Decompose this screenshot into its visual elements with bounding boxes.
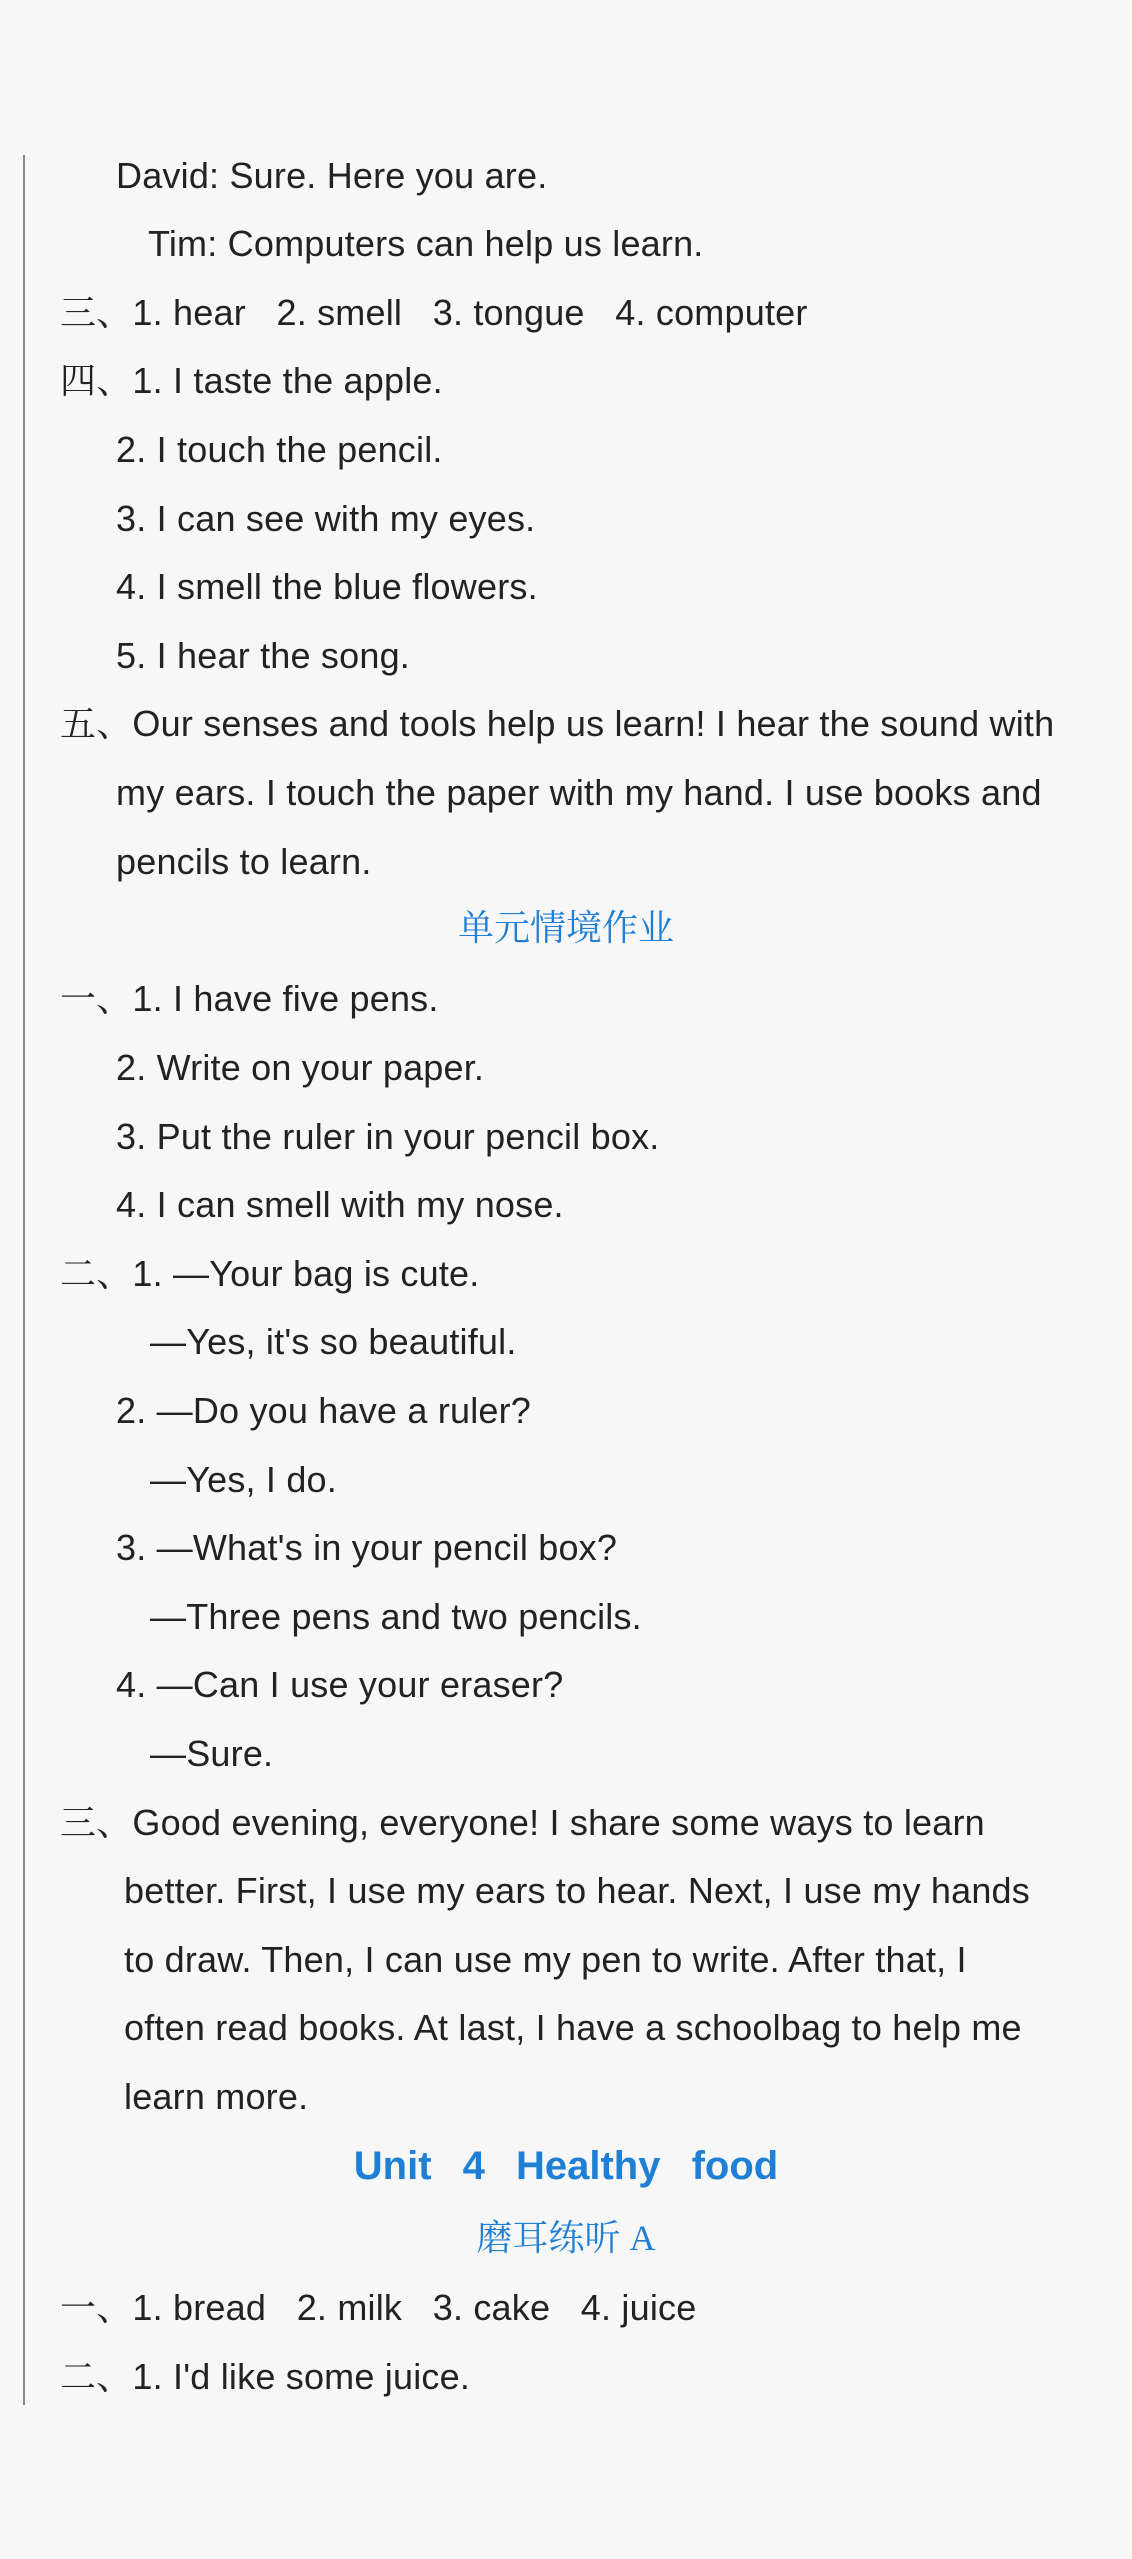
text-line: Tim: Computers can help us learn. xyxy=(148,223,704,264)
text-line: 4. I smell the blue flowers. xyxy=(116,566,538,607)
listening-heading: 磨耳练听 A xyxy=(476,2218,656,2258)
text-line: 2. Write on your paper. xyxy=(116,1047,485,1088)
text-line: —Yes, it's so beautiful. xyxy=(150,1321,517,1362)
text-line: pencils to learn. xyxy=(116,841,372,882)
text-line: —Sure. xyxy=(150,1733,274,1774)
text-line: 5. I hear the song. xyxy=(116,635,410,676)
text-line: 2. —Do you have a ruler? xyxy=(116,1390,532,1431)
text-line: 五、Our senses and tools help us learn! I hear the sound with xyxy=(60,703,1055,744)
text-line: 2. I touch the pencil. xyxy=(116,429,443,470)
text-line: 3. Put the ruler in your pencil box. xyxy=(116,1116,660,1157)
text-line: 一、1. I have five pens. xyxy=(60,978,439,1019)
text-line: 二、1. —Your bag is cute. xyxy=(60,1253,480,1294)
text-line: 二、1. I'd like some juice. xyxy=(60,2356,471,2397)
left-margin-rule xyxy=(23,155,25,2405)
text-line: 3. I can see with my eyes. xyxy=(116,498,536,539)
text-line: my ears. I touch the paper with my hand. I use books and xyxy=(116,772,1042,813)
text-line: 三、Good evening, everyone! I share some ways to learn xyxy=(60,1802,985,1843)
text-line: David: Sure. Here you are. xyxy=(116,155,548,196)
text-line: 4. —Can I use your eraser? xyxy=(116,1664,564,1705)
text-line: 3. —What's in your pencil box? xyxy=(116,1527,618,1568)
text-line: 四、1. I taste the apple. xyxy=(60,360,443,401)
text-line: —Three pens and two pencils. xyxy=(150,1596,642,1637)
text-line: —Yes, I do. xyxy=(150,1459,337,1500)
section-heading: 单元情境作业 xyxy=(457,907,674,948)
text-line: to draw. Then, I can use my pen to write. After that, I xyxy=(124,1939,967,1980)
text-line: 一、1. bread 2. milk 3. cake 4. juice xyxy=(60,2287,697,2328)
unit-heading: Unit 4 Healthy food xyxy=(353,2144,779,2188)
text-line: often read books. At last, I have a schoolbag to help me xyxy=(124,2007,1022,2048)
text-line: 三、1. hear 2. smell 3. tongue 4. computer xyxy=(60,292,808,333)
text-line: learn more. xyxy=(124,2076,309,2117)
text-line: better. First, I use my ears to hear. Next, I use my hands xyxy=(124,1870,1030,1911)
text-line: 4. I can smell with my nose. xyxy=(116,1184,564,1225)
